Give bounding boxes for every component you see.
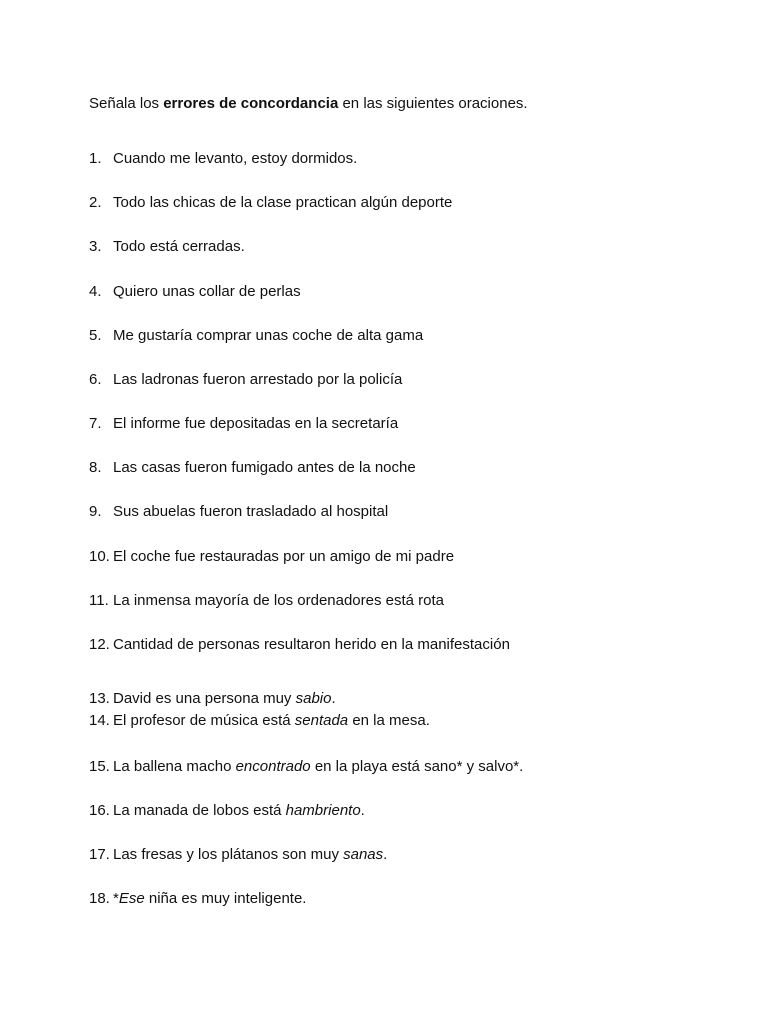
list-item-number: 3. [89, 238, 102, 255]
list-item [89, 845, 387, 865]
italic-segment: hambriento [285, 802, 361, 819]
list-item-number: 15. [89, 758, 110, 775]
text-segment: . [383, 846, 388, 863]
italic-segment: sanas [343, 846, 384, 863]
list-item [89, 414, 398, 434]
list-item-number: 16. [89, 802, 110, 819]
list-item-text [113, 635, 510, 655]
list-item-number: 14. [89, 712, 110, 729]
text-segment: Me gustaría comprar unas coche de alta gama [113, 327, 424, 344]
text-segment: El informe fue depositadas en la secretaría [113, 415, 399, 432]
instruction-line [89, 94, 528, 114]
list-item-text [113, 547, 454, 567]
text-segment: . [331, 690, 336, 707]
list-item-text [113, 414, 398, 434]
list-item [89, 326, 423, 346]
list-item-text [113, 689, 336, 709]
list-item-number: 12. [89, 636, 110, 653]
text-segment: Todo está cerradas. [113, 238, 245, 255]
list-item-number: 10. [89, 548, 110, 565]
list-item-text [113, 845, 387, 865]
list-item [89, 149, 357, 169]
list-item-text [113, 237, 245, 257]
list-item-text [113, 711, 430, 731]
list-item-number: 13. [89, 690, 110, 707]
text-segment: La manada de lobos está [113, 802, 286, 819]
list-item-number: 1. [89, 150, 102, 167]
list-item-text [113, 889, 306, 909]
list-item [89, 591, 444, 611]
list-item-number: 4. [89, 283, 102, 300]
list-item-text [113, 193, 452, 213]
italic-segment: sabio [295, 690, 332, 707]
italic-segment: Ese [118, 890, 145, 907]
instruction-after: en las siguientes oraciones. [338, 95, 528, 112]
text-segment: Sus abuelas fueron trasladado al hospital [113, 503, 389, 520]
list-item-number: 6. [89, 371, 102, 388]
list-item [89, 237, 245, 257]
text-segment: en la mesa. [348, 712, 430, 729]
list-item-text [113, 326, 423, 346]
italic-segment: sentada [294, 712, 349, 729]
list-item-number: 5. [89, 327, 102, 344]
text-segment: La inmensa mayoría de los ordenadores está rota [113, 592, 445, 609]
list-item [89, 502, 388, 522]
list-item-text [113, 149, 357, 169]
text-segment: Las ladronas fueron arrestado por la policía [113, 371, 403, 388]
text-segment: Cuando me levanto, estoy dormidos. [113, 150, 358, 167]
text-segment: Todo las chicas de la clase practican algún deporte [113, 194, 453, 211]
text-segment: El coche fue restauradas por un amigo de mi padre [113, 548, 455, 565]
text-segment: * [113, 890, 119, 907]
list-item-number: 7. [89, 415, 102, 432]
list-item-number: 2. [89, 194, 102, 211]
italic-segment: encontrado [235, 758, 311, 775]
list-item [89, 689, 336, 709]
text-segment: Las fresas y los plátanos son muy [113, 846, 344, 863]
list-item-number: 18. [89, 890, 110, 907]
text-segment: Las casas fueron fumigado antes de la noche [113, 459, 416, 476]
text-segment: La ballena macho [113, 758, 236, 775]
text-segment: Quiero unas collar de perlas [113, 283, 301, 300]
list-item-number: 8. [89, 459, 102, 476]
list-item-text [113, 591, 444, 611]
list-item-text [113, 370, 402, 390]
text-segment: . [360, 802, 365, 819]
list-item-number: 17. [89, 846, 110, 863]
list-item-text [113, 801, 365, 821]
text-segment: Cantidad de personas resultaron herido en la manifestación [113, 636, 510, 653]
list-item [89, 547, 454, 567]
list-item [89, 757, 523, 777]
list-item [89, 458, 416, 478]
list-item [89, 282, 301, 302]
list-item [89, 889, 306, 909]
list-item [89, 370, 402, 390]
list-item-text [113, 502, 388, 522]
list-item [89, 193, 452, 213]
list-item-text [113, 282, 301, 302]
list-item-number: 9. [89, 503, 102, 520]
list-item [89, 635, 510, 655]
instruction-before: Señala los [89, 95, 164, 112]
text-segment: en la playa está sano* y salvo*. [310, 758, 524, 775]
list-item-number: 11. [89, 592, 109, 609]
text-segment: David es una persona muy [113, 690, 296, 707]
instruction-bold: errores de concordancia [163, 95, 339, 112]
list-item-text [113, 757, 523, 777]
list-item-text [113, 458, 416, 478]
list-item [89, 801, 365, 821]
list-item [89, 711, 430, 731]
text-segment: niña es muy inteligente. [144, 890, 307, 907]
text-segment: El profesor de música está [113, 712, 295, 729]
